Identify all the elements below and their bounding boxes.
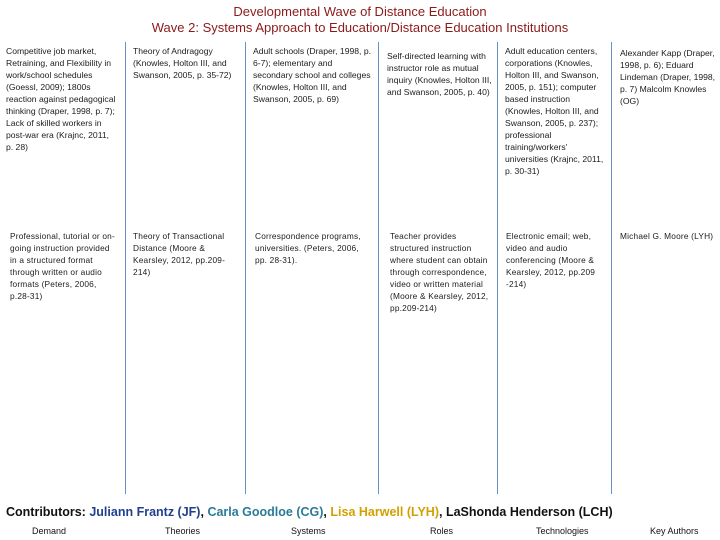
cell-theories-row2: Theory of Transactional Distance (Moore & Kearsley, 2012, pp.209-214)	[133, 231, 226, 277]
content-grid	[0, 42, 720, 494]
footer-label-roles: Roles	[430, 526, 454, 536]
contributor-lyh: Lisa Harwell (LYH)	[330, 505, 439, 519]
footer-label-technologies: Technologies	[536, 526, 589, 536]
cell-key-authors-row1: Alexander Kapp (Draper, 1998, p. 6); Eduard Lindeman (Draper, 1998, p. 7) Malcolm Knowles (OG)	[620, 48, 716, 106]
contributor-separator: ,	[439, 505, 443, 519]
title-line-2: Wave 2: Systems Approach to Education/Distance Education Institutions	[151, 20, 569, 35]
cell-technologies-row2: Electronic email; web, video and audio conferencing (Moore & Kearsley, 2012, pp.209 -214)	[506, 231, 596, 289]
footer-label-systems: Systems	[291, 526, 326, 536]
title-line-1: Developmental Wave of Distance Education	[233, 4, 487, 19]
column-divider	[245, 42, 246, 494]
column-divider	[125, 42, 126, 494]
footer-label-demand: Demand	[32, 526, 67, 536]
cell-technologies-row1: Adult education centers, corporations (Knowles, Holton III, and Swanson, 2005, p. 151); computer based instruction (Knowles, Holton III, and Swanson, 2005, p. 237); professional training/workers' universities (Krajnc, 2011, p. 30-31)	[505, 46, 604, 176]
column-divider	[497, 42, 498, 494]
cell-demand-row2: Professional, tutorial or on-going instruction provided in a structured format through written or audio formats (Peters, 2006, p.28-31)	[10, 231, 115, 301]
footer-label-theories: Theories	[165, 526, 201, 536]
contributor-separator: ,	[323, 505, 327, 519]
category-footer	[0, 526, 720, 540]
contributor-cg: Carla Goodloe (CG)	[207, 505, 324, 519]
cell-roles-row2: Teacher provides structured instruction where student can obtain through correspondence, video or written material (Moore & Kearsley, 2012, pp.209-214)	[390, 231, 489, 313]
cell-demand-row1: Competitive job market, Retraining, and Flexibility in work/school schedules (Goessl, 2009); 1800s reaction against pedagogical thinking (Draper, 1998, p. 7); Lack of skilled workers in post-war era (Krajnc, 2011, p. 28)	[6, 46, 116, 152]
cell-systems-row1: Adult schools (Draper, 1998, p. 6-7); elementary and secondary school and colleges (Knowles, Holton III, and Swanson, 2005, p. 69)	[253, 46, 371, 104]
contributor-jf: Juliann Frantz (JF)	[89, 505, 201, 519]
cell-systems-row2: Correspondence programs, universities. (Peters, 2006, pp. 28-31).	[255, 231, 361, 265]
cell-theories-row1: Theory of Andragogy (Knowles, Holton III, and Swanson, 2005, p. 35-72)	[133, 46, 232, 80]
contributor-separator: ,	[200, 505, 204, 519]
cell-key-authors-row2: Michael G. Moore (LYH)	[620, 231, 714, 241]
contributor-lch: LaShonda Henderson (LCH)	[445, 505, 613, 519]
page-title	[0, 4, 720, 36]
column-divider	[611, 42, 612, 494]
column-divider	[378, 42, 379, 494]
footer-label-key-authors: Key Authors	[650, 526, 699, 536]
contributors-line	[6, 505, 720, 519]
contributors-label: Contributors:	[6, 505, 86, 519]
cell-roles-row1: Self-directed learning with instructor role as mutual inquiry (Knowles, Holton III, and Swanson, 2005, p. 40)	[387, 51, 492, 97]
